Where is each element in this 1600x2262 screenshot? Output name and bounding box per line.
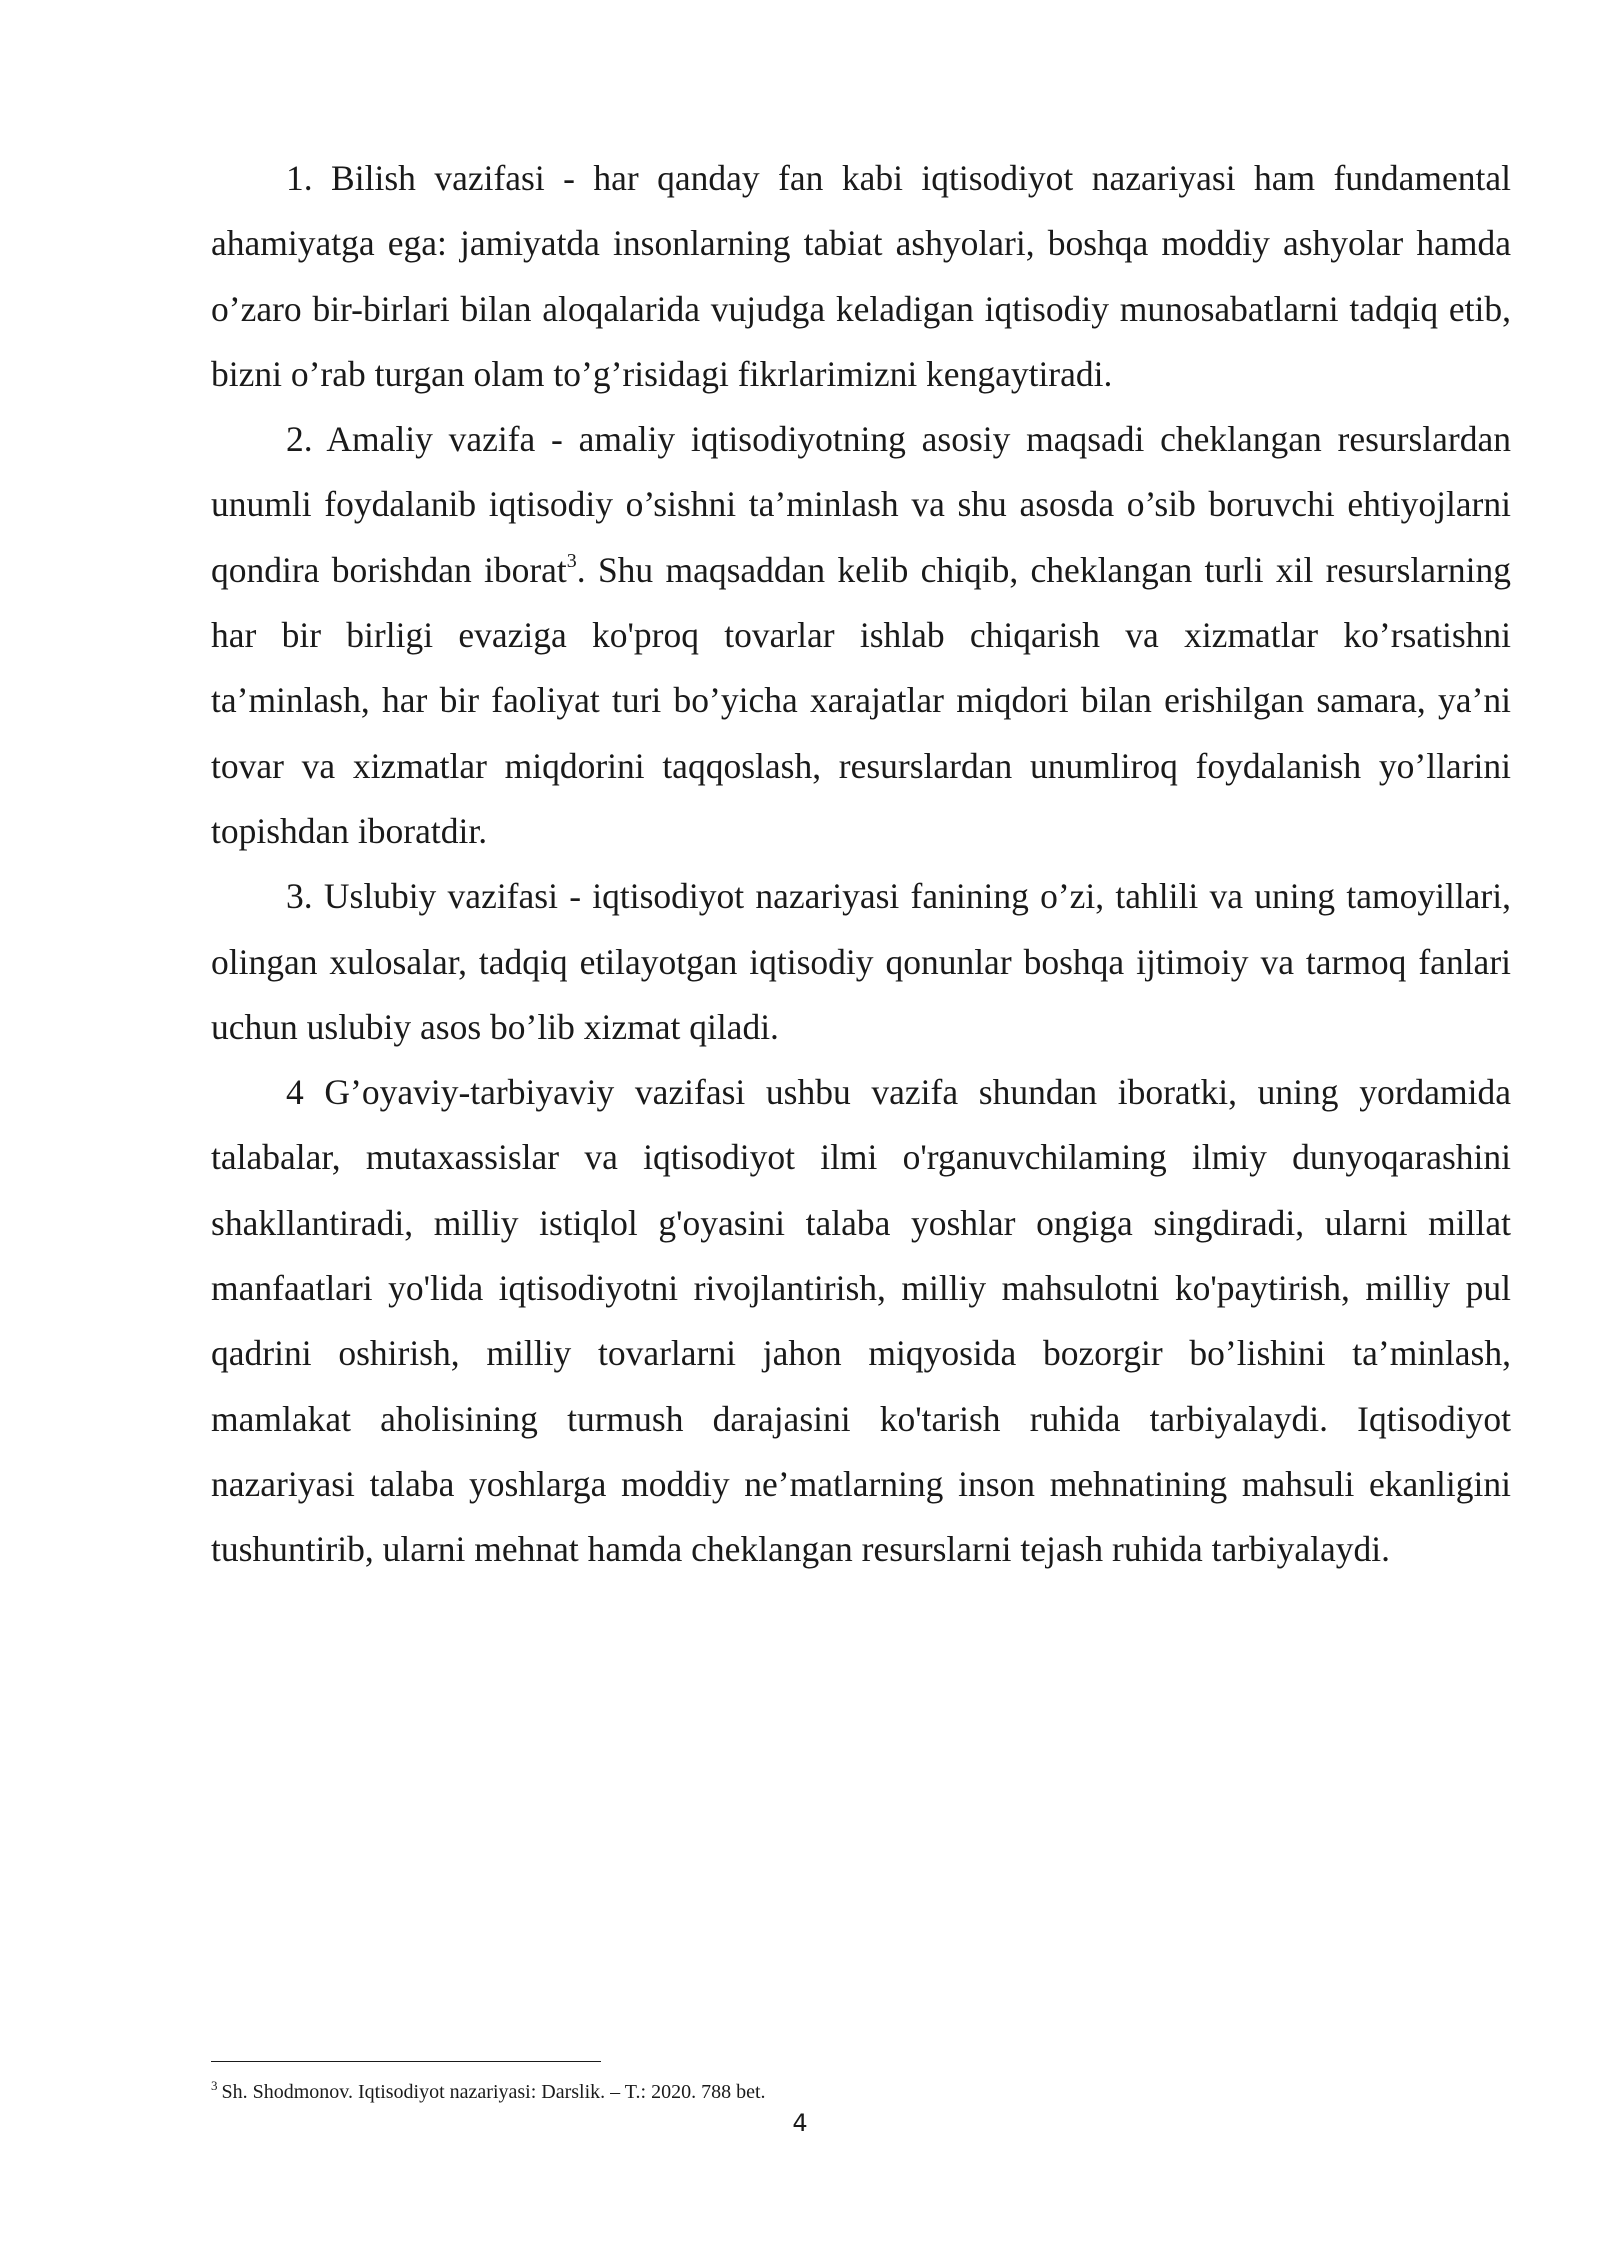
footnote-number: 3 [211,2078,218,2093]
paragraph-bilish-vazifasi: 1. Bilish vazifasi - har qanday fan kabi iqtisodiyot nazariyasi ham fundamental ahamiyatga ega: jamiyatda insonlarning tabiat ashyolari, boshqa moddiy ashyolar hamda o’zaro bir-birlari bilan aloqalarida vujudga keladigan iqtisodiy munosabatlarni tadqiq etib, bizni o’rab turgan olam to’g’risidagi fikrlarimizni kengaytiradi. [211,158,1511,394]
footnote-separator [211,2061,601,2062]
page-number: 4 [792,2109,808,2137]
footnote-text: Sh. Shodmonov. Iqtisodiyot nazariyasi: Darslik. – T.: 2020. 788 bet. [221,2081,766,2103]
paragraph-goyaviy-tarbiyaviy-vazifasi: 4 G’oyaviy-tarbiyaviy vazifasi ushbu vazifa shundan iboratki, uning yordamida talabalar, mutaxassislar va iqtisodiyot ilmi o'rganuvchilaming ilmiy dunyoqarashini shakllantiradi, milliy istiqlol g'oyasini talaba yoshlar ongiga singdiradi, ularni millat manfaatlari yo'lida iqtisodiyotni rivojlantirish, milliy mahsulotni ko'paytirish, milliy pul qadrini oshirish, milliy tovarlarni jahon miqyosida bozorgir bo’lishini ta’minlash, mamlakat aholisining turmush darajasini ko'tarish ruhida tarbiyalaydi. Iqtisodiyot nazariyasi talaba yoshlarga moddiy ne’matlarning inson mehnatining mahsuli ekanligini tushuntirib, ularni mehnat hamda cheklangan resurslarni tejash ruhida tarbiyalaydi. [211,1072,1511,1570]
paragraph-text-after-ref: . Shu maqsaddan kelib chiqib, cheklangan turli xil resurslarning har bir birligi evaziga ko'proq tovarlar ishlab chiqarish va xizmatlar ko’rsatishni ta’minlash, har bir faoliyat turi bo’yicha xarajatlar miqdori bilan erishilgan samara, ya’ni tovar va xizmatlar miqdorini taqqoslash, resurslardan unumliroq foydalanish yo’llarini topishdan iboratdir. [211,549,1511,851]
paragraph-uslubiy-vazifasi: 3. Uslubiy vazifasi - iqtisodiyot nazariyasi fanining o’zi, tahlili va uning tamoyillari, olingan xulosalar, tadqiq etilayotgan iqtisodiy qonunlar boshqa ijtimoiy va tarmoq fanlari uchun uslubiy asos bo’lib xizmat qiladi. [211,876,1511,1047]
footnote [211,2077,1511,2107]
footnote-reference[interactable]: 3 [566,549,577,572]
paragraph-text-before-ref: 2. Amaliy vazifa - amaliy iqtisodiyotning asosiy maqsadi cheklangan resurslardan unumli foydalanib iqtisodiy o’sishni ta’minlash va shu asosda o’sib boruvchi ehtiyojlarni qondira borishdan iborat [211,419,1511,590]
paragraph-amaliy-vazifa [211,407,1511,864]
body-text [211,146,1511,1583]
